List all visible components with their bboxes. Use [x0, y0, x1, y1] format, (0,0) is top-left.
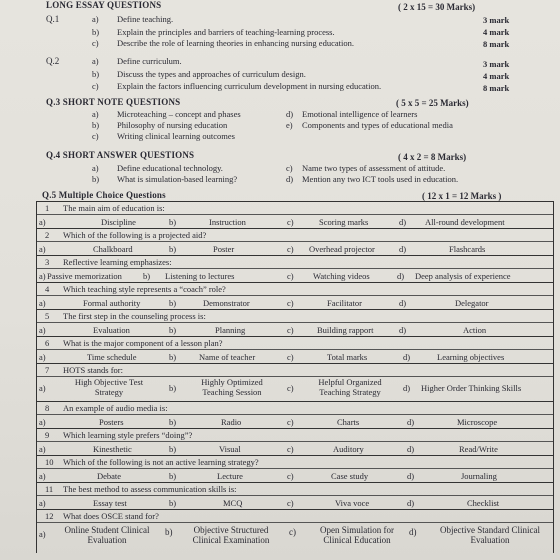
option-b: MCQ	[223, 498, 243, 508]
mcq-number: 11	[45, 484, 54, 494]
part-text: Writing clinical learning outcomes	[117, 131, 235, 141]
option-b: Radio	[221, 417, 242, 427]
option-b: Poster	[213, 244, 235, 254]
part-text: What is simulation-based learning?	[117, 174, 238, 184]
option-letter-b: b)	[169, 244, 177, 254]
option-letter-b: b)	[169, 417, 177, 427]
mcq-number: 5	[45, 311, 50, 321]
option-a: Discipline	[101, 217, 136, 227]
option-letter-b: b)	[169, 298, 177, 308]
question-number: Q.1	[46, 14, 60, 24]
option-letter-c: c)	[287, 444, 294, 454]
option-d: Checklist	[467, 498, 500, 508]
option-letter-b: b)	[169, 471, 177, 481]
option-a: Passive memorization	[47, 271, 122, 281]
option-letter-c: c)	[287, 417, 294, 427]
option-a: High Objective Test Strategy	[74, 377, 144, 397]
table-row	[36, 256, 554, 283]
part-label: b)	[92, 174, 100, 184]
part-label: a)	[92, 14, 99, 24]
option-d: Read/Write	[459, 444, 498, 454]
option-a: Evaluation	[93, 325, 130, 335]
part-label: c)	[286, 163, 293, 173]
option-letter-a: a)	[39, 352, 46, 362]
table-row	[36, 337, 554, 364]
part-text: Name two types of assessment of attitude.	[302, 163, 446, 173]
option-d: Action	[463, 325, 487, 335]
part-label: b)	[92, 120, 100, 130]
option-letter-c: c)	[287, 352, 294, 362]
part-text: Components and types of educational media	[302, 120, 453, 130]
option-letter-b: b)	[143, 271, 151, 281]
option-b: Visual	[219, 444, 241, 454]
option-b: Highly Optimized Teaching Session	[201, 377, 263, 397]
table-row	[36, 483, 554, 510]
option-d: Learning objectives	[437, 352, 505, 362]
mcq-question: The best method to assess communication skills is:	[63, 484, 237, 494]
option-letter-b: b)	[169, 325, 177, 335]
option-letter-a: a)	[39, 383, 46, 393]
option-letter-a: a)	[39, 498, 46, 508]
part-label: d)	[286, 109, 294, 119]
option-c: Overhead projector	[309, 244, 375, 254]
table-row	[36, 283, 554, 310]
mcq-table	[36, 201, 554, 553]
option-b: Demonstrator	[203, 298, 250, 308]
option-letter-d: d)	[399, 217, 407, 227]
option-d: Journaling	[461, 471, 497, 481]
section-title-short-answer: Q.4 SHORT ANSWER QUESTIONS	[46, 150, 195, 160]
option-letter-c: c)	[287, 383, 294, 393]
section-title-mcq: Q.5 Multiple Choice Questions	[42, 190, 166, 200]
part-label: b)	[92, 69, 100, 79]
option-letter-c: c)	[287, 298, 294, 308]
option-b: Instruction	[209, 217, 246, 227]
option-letter-b: b)	[169, 383, 177, 393]
mcq-question: HOTS stands for:	[63, 365, 123, 375]
mcq-number: 2	[45, 230, 50, 240]
part-marks: 8 mark	[483, 83, 510, 93]
table-row	[36, 429, 554, 456]
part-marks: 4 mark	[483, 27, 510, 37]
option-letter-a: a)	[39, 471, 46, 481]
part-label: a)	[92, 163, 99, 173]
option-a: Debate	[97, 471, 122, 481]
mcq-marks: ( 12 x 1 = 12 Marks )	[422, 191, 502, 201]
part-marks: 4 mark	[483, 71, 510, 81]
part-text: Describe the role of learning theories in enhancing nursing education.	[117, 38, 354, 48]
option-b: Objective Structured Clinical Examination	[192, 525, 270, 546]
option-d: Higher Order Thinking Skills	[421, 383, 522, 393]
table-row	[36, 456, 554, 483]
part-text: Emotional intelligence of learners	[302, 109, 418, 119]
option-a: Online Student Clinical Evaluation	[64, 525, 150, 546]
option-letter-a: a)	[39, 417, 46, 427]
table-row	[36, 510, 554, 553]
option-letter-a: a)	[39, 444, 46, 454]
table-row	[36, 229, 554, 256]
option-a: Essay test	[93, 498, 127, 508]
mcq-question: What is the major component of a lesson plan?	[63, 338, 223, 348]
option-letter-c: c)	[289, 527, 296, 537]
mcq-question: Which of the following is a projected aid?	[63, 230, 207, 240]
option-b: Planning	[215, 325, 246, 335]
mcq-number: 1	[45, 203, 50, 213]
option-a: Kinesthetic	[93, 444, 132, 454]
part-text: Define curriculum.	[117, 56, 182, 66]
option-letter-d: d)	[407, 417, 415, 427]
option-letter-c: c)	[287, 498, 294, 508]
option-letter-d: d)	[407, 444, 415, 454]
mcq-number: 10	[45, 457, 54, 467]
mcq-number: 4	[45, 284, 50, 294]
part-label: c)	[92, 38, 99, 48]
option-d: Deep analysis of experience	[415, 271, 511, 281]
part-marks: 3 mark	[483, 59, 510, 69]
option-c: Facilitator	[327, 298, 362, 308]
short-answer-marks: ( 4 x 2 = 8 Marks)	[398, 152, 467, 162]
option-letter-a: a)	[39, 529, 46, 539]
mcq-question: Reflective learning emphasizes:	[63, 257, 172, 267]
part-marks: 8 mark	[483, 39, 510, 49]
mcq-number: 12	[45, 511, 54, 521]
option-c: Charts	[337, 417, 360, 427]
option-letter-a: a)	[39, 244, 46, 254]
part-label: c)	[92, 81, 99, 91]
option-c: Helpful Organized Teaching Strategy	[318, 377, 382, 397]
section-title-short-note: Q.3 SHORT NOTE QUESTIONS	[46, 97, 181, 107]
option-letter-d: d)	[407, 498, 415, 508]
option-c: Watching videos	[313, 271, 370, 281]
option-letter-a: a)	[39, 217, 46, 227]
option-letter-c: c)	[287, 217, 294, 227]
option-a: Posters	[99, 417, 124, 427]
option-letter-d: d)	[399, 325, 407, 335]
option-c: Scoring marks	[319, 217, 369, 227]
option-letter-d: d)	[409, 527, 417, 537]
option-c: Auditory	[333, 444, 364, 454]
option-a: Time schedule	[87, 352, 137, 362]
table-row	[36, 202, 554, 229]
part-text: Philosophy of nursing education	[117, 120, 228, 130]
mcq-question: What does OSCE stand for?	[63, 511, 159, 521]
option-letter-c: c)	[287, 471, 294, 481]
option-letter-d: d)	[399, 298, 407, 308]
table-row	[36, 364, 554, 402]
mcq-question: Which learning style prefers “doing”?	[63, 430, 193, 440]
table-row	[36, 402, 554, 429]
option-letter-c: c)	[287, 244, 294, 254]
option-letter-b: b)	[165, 527, 173, 537]
option-letter-a: a)	[39, 325, 46, 335]
option-letter-b: b)	[169, 352, 177, 362]
part-label: a)	[92, 109, 99, 119]
short-note-marks: ( 5 x 5 = 25 Marks)	[396, 98, 469, 108]
option-b: Listening to lectures	[165, 271, 235, 281]
mcq-question: An example of audio media is:	[63, 403, 168, 413]
part-text: Explain the principles and barriers of teaching-learning process.	[117, 27, 335, 37]
mcq-question: Which of the following is not an active learning strategy?	[63, 457, 259, 467]
table-row	[36, 310, 554, 337]
option-d: Flashcards	[449, 244, 486, 254]
option-c: Total marks	[327, 352, 368, 362]
mcq-question: The first step in the counseling process is:	[63, 311, 206, 321]
part-text: Explain the factors influencing curriculum development in nursing education.	[117, 81, 382, 91]
part-label: a)	[92, 56, 99, 66]
option-letter-d: d)	[399, 244, 407, 254]
option-d: All-round development	[425, 217, 505, 227]
option-letter-c: c)	[287, 325, 294, 335]
option-letter-d: d)	[407, 471, 415, 481]
option-letter-c: c)	[287, 271, 294, 281]
option-a: Formal authority	[83, 298, 141, 308]
mcq-number: 7	[45, 365, 50, 375]
option-d: Microscope	[457, 417, 498, 427]
part-text: Define educational technology.	[117, 163, 223, 173]
part-text: Mention any two ICT tools used in education.	[302, 174, 459, 184]
mcq-number: 6	[45, 338, 50, 348]
mcq-question: The main aim of education is:	[63, 203, 165, 213]
option-letter-a: a)	[39, 271, 46, 281]
part-marks: 3 mark	[483, 15, 510, 25]
part-label: b)	[92, 27, 100, 37]
option-a: Chalkboard	[93, 244, 133, 254]
option-c: Building rapport	[317, 325, 374, 335]
option-d: Objective Standard Clinical Evaluation	[440, 525, 540, 546]
part-text: Define teaching.	[117, 14, 174, 24]
question-number: Q.2	[46, 56, 60, 66]
option-c: Open Simulation for Clinical Education	[320, 525, 394, 546]
mcq-number: 3	[45, 257, 50, 267]
option-letter-b: b)	[169, 498, 177, 508]
mcq-number: 8	[45, 403, 50, 413]
mcq-number: 9	[45, 430, 50, 440]
part-text: Microteaching – concept and phases	[117, 109, 241, 119]
option-b: Lecture	[217, 471, 243, 481]
part-label: c)	[92, 131, 99, 141]
option-letter-b: b)	[169, 217, 177, 227]
option-b: Name of teacher	[199, 352, 256, 362]
option-letter-b: b)	[169, 444, 177, 454]
part-label: d)	[286, 174, 294, 184]
long-essay-marks: ( 2 x 15 = 30 Marks)	[398, 2, 476, 12]
option-letter-d: d)	[403, 352, 411, 362]
option-letter-d: d)	[403, 383, 411, 393]
option-c: Viva voce	[335, 498, 370, 508]
option-c: Case study	[331, 471, 369, 481]
part-label: e)	[286, 120, 293, 130]
section-title-long-essay: LONG ESSAY QUESTIONS	[46, 0, 162, 10]
option-letter-d: d)	[397, 271, 405, 281]
mcq-question: Which teaching style represents a “coach” role?	[63, 284, 226, 294]
option-d: Delegator	[455, 298, 489, 308]
part-text: Discuss the types and approaches of curriculum design.	[117, 69, 306, 79]
option-letter-a: a)	[39, 298, 46, 308]
